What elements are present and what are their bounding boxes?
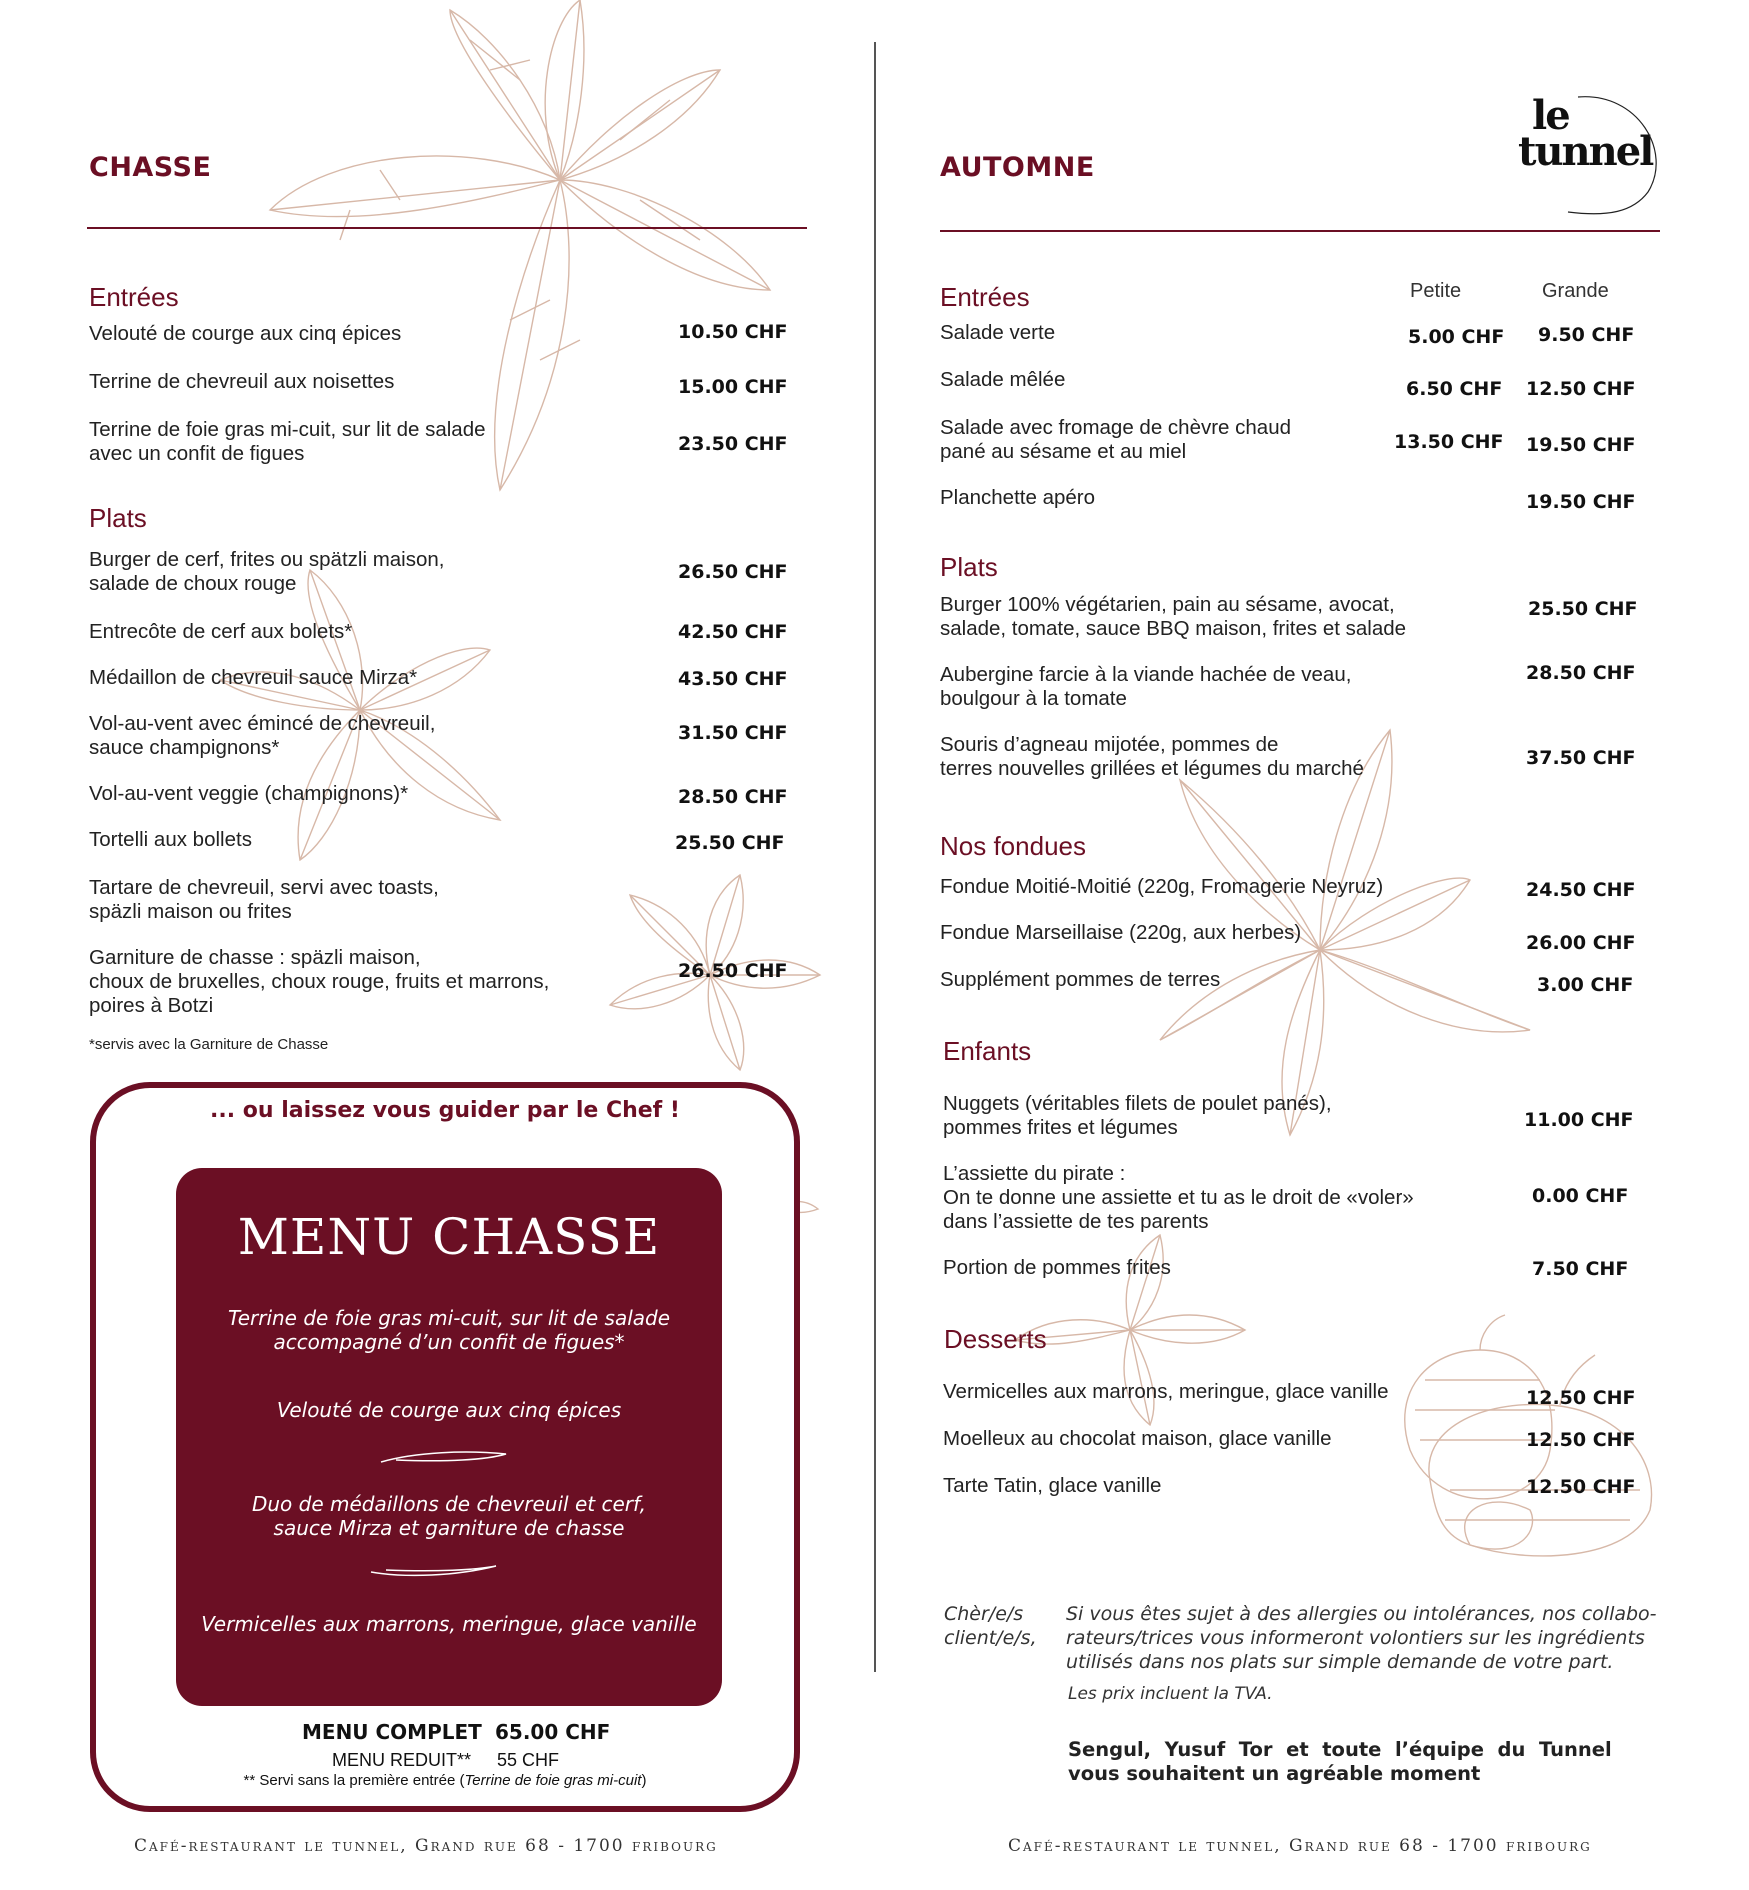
menu-item-price: 23.50 CHF xyxy=(678,433,788,455)
logo-bottom: tunnel xyxy=(1518,128,1653,175)
menu-item-price: 26.50 CHF xyxy=(678,960,788,982)
menu-item-price-small: 13.50 CHF xyxy=(1394,431,1504,453)
menu-item-name: Velouté de courge aux cinq épices xyxy=(89,322,402,345)
menu-item-price: 25.50 CHF xyxy=(1528,598,1638,620)
column-header-grande: Grande xyxy=(1542,280,1609,302)
menu-item-price: 28.50 CHF xyxy=(678,786,788,808)
category-desserts: Desserts xyxy=(944,1324,1047,1354)
menu-item-price-small: 5.00 CHF xyxy=(1408,326,1505,348)
menu-item-name: Portion de pommes frites xyxy=(943,1256,1171,1279)
menu-course: Velouté de courge aux cinq épices xyxy=(276,1398,622,1422)
menu-item-price: 12.50 CHF xyxy=(1526,1476,1636,1498)
menu-title: MENU CHASSE xyxy=(237,1208,661,1266)
menu-item-name: L’assiette du pirate : On te donne une assiette et tu as le droit de «voler» dans l’assiette de tes parents xyxy=(943,1162,1414,1233)
menu-course: Vermicelles aux marrons, meringue, glace vanille xyxy=(201,1612,697,1636)
menu-item-name: Burger de cerf, frites ou spätzli maison, salade de choux rouge xyxy=(89,548,445,595)
menu-complet-price: 65.00 CHF xyxy=(495,1720,611,1744)
menu-item-name: Médaillon de chevreuil sauce Mirza* xyxy=(89,666,418,689)
menu-item-price: 10.50 CHF xyxy=(678,321,788,343)
category-entrees-right: Entrées xyxy=(940,282,1030,312)
footer-address-right: Café-restaurant le tunnel, Grand rue 68 - 1700 fribourg xyxy=(1008,1836,1592,1856)
note-prefix: ** Servi sans la première entrée ( xyxy=(243,1772,465,1789)
menu-item-price: 11.00 CHF xyxy=(1524,1109,1634,1131)
menu-chasse-card xyxy=(176,1168,722,1706)
section-title-automne: AUTOMNE xyxy=(940,152,1095,183)
footnote: *servis avec la Garniture de Chasse xyxy=(89,1036,329,1053)
allergy-text: Si vous êtes sujet à des allergies ou intolérances, nos collabo- rateurs/trices vous informeront volontiers sur les ingrédients utilisés dans nos plats sur simple demande de votre part. xyxy=(1066,1603,1657,1673)
menu-item-price: 42.50 CHF xyxy=(678,621,788,643)
menu-item-name: Entrecôte de cerf aux bolets* xyxy=(89,620,353,643)
menu-item-name: Souris d’agneau mijotée, pommes de terres nouvelles grillées et légumes du marché xyxy=(940,733,1364,780)
flourish-divider-icon xyxy=(366,1562,506,1582)
menu-item-name: Burger 100% végétarien, pain au sésame, avocat, salade, tomate, sauce BBQ maison, frites et salade xyxy=(940,593,1407,640)
menu-item-price: 12.50 CHF xyxy=(1526,1387,1636,1409)
title-rule-left xyxy=(87,227,807,229)
logo-arc-icon xyxy=(1548,92,1668,222)
category-plats-left: Plats xyxy=(89,503,147,533)
menu-item-name: Vol-au-vent avec émincé de chevreuil, sauce champignons* xyxy=(89,712,436,759)
menu-item-name: Vol-au-vent veggie (champignons)* xyxy=(89,782,409,805)
chef-tagline: ... ou laissez vous guider par le Chef ! xyxy=(210,1098,680,1123)
menu-item-name: Terrine de chevreuil aux noisettes xyxy=(89,370,395,393)
tva-note: Les prix incluent la TVA. xyxy=(1068,1684,1273,1704)
menu-item-name: Vermicelles aux marrons, meringue, glace vanille xyxy=(943,1380,1389,1403)
column-header-petite: Petite xyxy=(1410,280,1462,302)
menu-item-name: Tortelli aux bollets xyxy=(89,828,252,851)
menu-item-name: Garniture de chasse : späzli maison, choux de bruxelles, choux rouge, fruits et marrons, poires à Botzi xyxy=(89,946,550,1017)
menu-item-name: Fondue Marseillaise (220g, aux herbes) xyxy=(940,921,1302,944)
menu-item-price-large: 12.50 CHF xyxy=(1526,378,1636,400)
menu-item-name: Salade avec fromage de chèvre chaud pané au sésame et au miel xyxy=(940,416,1292,463)
menu-item-name: Salade verte xyxy=(940,321,1056,344)
menu-item-price: 28.50 CHF xyxy=(1526,662,1636,684)
menu-item-price: 25.50 CHF xyxy=(675,832,785,854)
menu-item-price: 43.50 CHF xyxy=(678,668,788,690)
menu-reduit-note xyxy=(90,1772,800,1789)
menu-item-name: Planchette apéro xyxy=(940,486,1096,509)
menu-item-price-large: 19.50 CHF xyxy=(1526,434,1636,456)
menu-item-name: Tarte Tatin, glace vanille xyxy=(943,1474,1162,1497)
menu-item-price: 15.00 CHF xyxy=(678,376,788,398)
menu-item-price-small: 6.50 CHF xyxy=(1406,378,1503,400)
menu-item-name: Salade mêlée xyxy=(940,368,1066,391)
menu-item-price: 26.50 CHF xyxy=(678,561,788,583)
flourish-divider-icon xyxy=(376,1448,516,1468)
menu-course: Duo de médaillons de chevreuil et cerf, sauce Mirza et garniture de chasse xyxy=(251,1492,647,1540)
menu-reduit-label: MENU REDUIT** xyxy=(332,1750,472,1770)
menu-reduit-price: 55 CHF xyxy=(497,1750,560,1770)
menu-item-price: 3.00 CHF xyxy=(1537,974,1634,996)
category-plats-right: Plats xyxy=(940,552,998,582)
menu-item-name: Tartare de chevreuil, servi avec toasts, späzli maison ou frites xyxy=(89,876,439,923)
menu-item-price: 7.50 CHF xyxy=(1532,1258,1629,1280)
menu-item-name: Fondue Moitié-Moitié (220g, Fromagerie Neyruz) xyxy=(940,875,1384,898)
menu-course: Terrine de foie gras mi-cuit, sur lit de salade accompagné d’un confit de figues* xyxy=(227,1306,671,1354)
menu-item-price: 31.50 CHF xyxy=(678,722,788,744)
menu-item-name: Supplément pommes de terres xyxy=(940,968,1221,991)
menu-item-name: Nuggets (véritables filets de poulet panés), pommes frites et légumes xyxy=(943,1092,1332,1139)
menu-item-name: Terrine de foie gras mi-cuit, sur lit de salade avec un confit de figues xyxy=(89,418,486,465)
menu-item-name: Aubergine farcie à la viande hachée de veau, boulgour à la tomate xyxy=(940,663,1352,710)
logo-top: le xyxy=(1532,92,1569,139)
allergy-salutation: Chèr/e/s client/e/s, xyxy=(944,1603,1037,1649)
note-suffix: ) xyxy=(641,1772,647,1789)
category-enfants: Enfants xyxy=(943,1036,1032,1066)
menu-item-price: 24.50 CHF xyxy=(1526,879,1636,901)
menu-item-price-large: 9.50 CHF xyxy=(1538,324,1635,346)
footer-address-left: Café-restaurant le tunnel, Grand rue 68 - 1700 fribourg xyxy=(134,1836,718,1856)
menu-item-price: 0.00 CHF xyxy=(1532,1185,1629,1207)
category-fondues: Nos fondues xyxy=(940,831,1086,861)
category-entrees-left: Entrées xyxy=(89,282,179,312)
menu-item-name: Moelleux au chocolat maison, glace vanille xyxy=(943,1427,1332,1450)
menu-item-price: 37.50 CHF xyxy=(1526,747,1636,769)
menu-item-price-large: 19.50 CHF xyxy=(1526,491,1636,513)
chestnut-fruit-icon xyxy=(1330,1310,1690,1570)
title-rule-right xyxy=(940,230,1660,232)
signature: Sengul, Yusuf Tor et toute l’équipe du Tunnel vous souhaitent un agréable moment xyxy=(1068,1738,1612,1785)
section-title-chasse: CHASSE xyxy=(89,152,212,183)
note-italic: Terrine de foie gras mi-cuit xyxy=(464,1772,642,1789)
logo xyxy=(1518,92,1668,222)
menu-item-price: 26.00 CHF xyxy=(1526,932,1636,954)
menu-item-price: 12.50 CHF xyxy=(1526,1429,1636,1451)
page-divider xyxy=(874,42,876,1672)
menu-complet-label: MENU COMPLET xyxy=(302,1720,482,1744)
